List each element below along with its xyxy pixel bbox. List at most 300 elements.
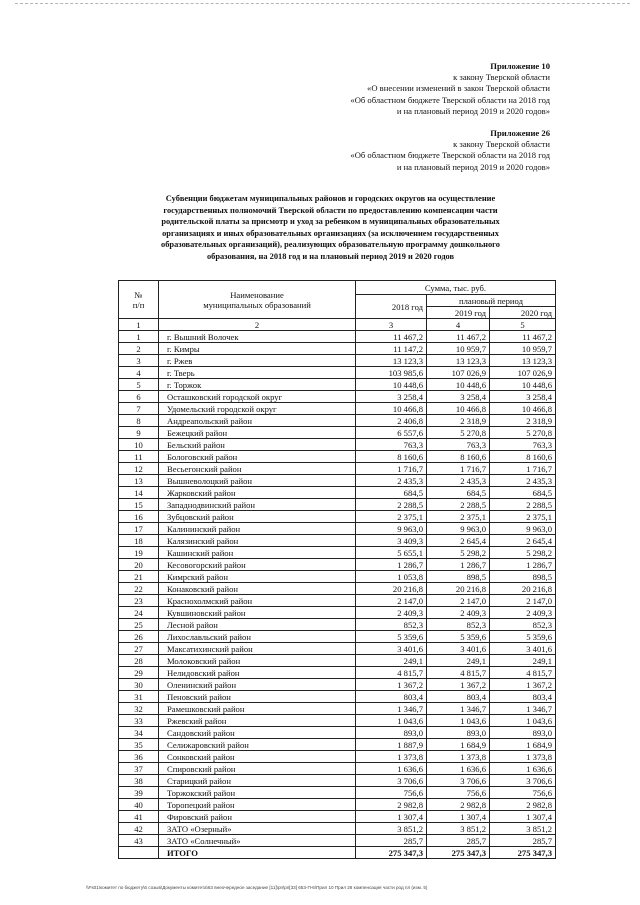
amount-2018: 1 286,7: [356, 559, 427, 571]
appendix-26-line: и на плановый период 2019 и 2020 годов»: [396, 161, 550, 172]
table-row: [119, 343, 556, 355]
amount-2020: 1 684,9: [490, 739, 556, 751]
amount-2018: 20 216,8: [356, 583, 427, 595]
header-number: [119, 281, 159, 319]
row-number: 22: [119, 583, 159, 595]
header-number-line1: №: [134, 289, 143, 300]
amount-2019: 684,5: [427, 487, 490, 499]
row-number: 2: [119, 343, 159, 355]
subsidies-table: [118, 280, 556, 859]
document-title-line: Субвенции бюджетам муниципальных районов и городских округов на осуществление: [165, 194, 496, 203]
amount-2018: 2 982,8: [356, 799, 427, 811]
amount-2020: 1 286,7: [490, 559, 556, 571]
header-name: [159, 281, 356, 319]
amount-2020: 763,3: [490, 439, 556, 451]
row-number: 10: [119, 439, 159, 451]
header-sum: Сумма, тыс. руб.: [356, 281, 556, 295]
appendix-10-title: Приложение 10: [490, 61, 550, 71]
amount-2018: 3 851,2: [356, 823, 427, 835]
amount-2020: 4 815,7: [490, 667, 556, 679]
table-row: [119, 583, 556, 595]
municipality-name: г. Тверь: [159, 367, 356, 379]
municipality-name: Жарковский район: [159, 487, 356, 499]
row-number: 19: [119, 547, 159, 559]
amount-2018: 8 160,6: [356, 451, 427, 463]
amount-2018: 3 401,6: [356, 643, 427, 655]
column-index: 5: [490, 319, 556, 331]
table-row: [119, 487, 556, 499]
municipality-name: Краснохолмский район: [159, 595, 356, 607]
row-number: 20: [119, 559, 159, 571]
table-row: [119, 535, 556, 547]
amount-2020: 1 373,8: [490, 751, 556, 763]
amount-2020: 10 959,7: [490, 343, 556, 355]
document-title-line: организациях и иных образовательных организациях (за исключением государственных: [162, 228, 499, 238]
municipality-name: Ржевский район: [159, 715, 356, 727]
amount-2018: 1 367,2: [356, 679, 427, 691]
amount-2020: 898,5: [490, 571, 556, 583]
table-row: [119, 463, 556, 475]
amount-2020: 2 982,8: [490, 799, 556, 811]
municipality-name: Кимрский район: [159, 571, 356, 583]
amount-2018: 1 043,6: [356, 715, 427, 727]
row-number: 7: [119, 403, 159, 415]
header-name-line1: Наименование: [230, 289, 284, 300]
amount-2019: 13 123,3: [427, 355, 490, 367]
appendix-10-line: к закону Тверской области: [453, 72, 550, 83]
amount-2019: 249,1: [427, 655, 490, 667]
amount-2018: 1 307,4: [356, 811, 427, 823]
municipality-name: Фировский район: [159, 811, 356, 823]
row-number: 37: [119, 763, 159, 775]
amount-2020: 20 216,8: [490, 583, 556, 595]
table-row: [119, 739, 556, 751]
amount-2020: 803,4: [490, 691, 556, 703]
row-number: 1: [119, 331, 159, 343]
row-number: 38: [119, 775, 159, 787]
row-number: 11: [119, 451, 159, 463]
table-row: [119, 823, 556, 835]
municipality-name: Бологовский район: [159, 451, 356, 463]
amount-2019: 2 982,8: [427, 799, 490, 811]
amount-2018: 1 346,7: [356, 703, 427, 715]
table-row: [119, 667, 556, 679]
amount-2019: 5 298,2: [427, 547, 490, 559]
row-number: [119, 847, 159, 859]
amount-2018: 275 347,3: [356, 847, 427, 859]
amount-2018: 1 373,8: [356, 751, 427, 763]
amount-2019: 2 288,5: [427, 499, 490, 511]
amount-2019: 852,3: [427, 619, 490, 631]
row-number: 13: [119, 475, 159, 487]
header-2019: 2019 год: [427, 307, 490, 319]
amount-2019: 1 373,8: [427, 751, 490, 763]
amount-2018: 4 815,7: [356, 667, 427, 679]
amount-2019: 3 258,4: [427, 391, 490, 403]
row-number: 16: [119, 511, 159, 523]
amount-2018: 10 466,8: [356, 403, 427, 415]
amount-2018: 10 448,6: [356, 379, 427, 391]
header-planned-period: плановый период: [427, 295, 556, 307]
row-number: 8: [119, 415, 159, 427]
table-row: [119, 751, 556, 763]
municipality-name: Калязинский район: [159, 535, 356, 547]
amount-2019: 1 346,7: [427, 703, 490, 715]
document-title: [138, 193, 523, 263]
amount-2018: 2 147,0: [356, 595, 427, 607]
table-row: [119, 607, 556, 619]
municipality-name: Нелидовский район: [159, 667, 356, 679]
row-number: 24: [119, 607, 159, 619]
municipality-name: Весьегонский район: [159, 463, 356, 475]
table-row: [119, 499, 556, 511]
amount-2019: 2 435,3: [427, 475, 490, 487]
table-row: [119, 427, 556, 439]
appendix-26-title: Приложение 26: [490, 128, 550, 138]
table-row: [119, 655, 556, 667]
row-number: 9: [119, 427, 159, 439]
amount-2019: 756,6: [427, 787, 490, 799]
amount-2019: 11 467,2: [427, 331, 490, 343]
municipality-name: Лихославльский район: [159, 631, 356, 643]
header-2020: 2020 год: [490, 307, 556, 319]
amount-2019: 10 448,6: [427, 379, 490, 391]
table-body: [119, 319, 556, 859]
document-title-line: образовательных организаций), реализующих образовательную программу дошкольного: [161, 240, 500, 250]
amount-2020: 2 435,3: [490, 475, 556, 487]
table-row: [119, 355, 556, 367]
row-number: 33: [119, 715, 159, 727]
municipality-name: Удомельский городской округ: [159, 403, 356, 415]
amount-2020: 1 346,7: [490, 703, 556, 715]
table-row: [119, 511, 556, 523]
amount-2020: 3 706,6: [490, 775, 556, 787]
amount-2018: 893,0: [356, 727, 427, 739]
amount-2018: 763,3: [356, 439, 427, 451]
amount-2018: 249,1: [356, 655, 427, 667]
amount-2019: 2 375,1: [427, 511, 490, 523]
amount-2020: 2 147,0: [490, 595, 556, 607]
municipality-name: Бельский район: [159, 439, 356, 451]
amount-2019: 1 684,9: [427, 739, 490, 751]
row-number: 41: [119, 811, 159, 823]
header-name-line2: муниципальных образований: [203, 299, 311, 310]
municipality-name: Кувшиновский район: [159, 607, 356, 619]
table-row: [119, 799, 556, 811]
table-row: [119, 415, 556, 427]
amount-2018: 1 636,6: [356, 763, 427, 775]
municipality-name: г. Кимры: [159, 343, 356, 355]
table-row: [119, 763, 556, 775]
amount-2019: 3 851,2: [427, 823, 490, 835]
amount-2019: 3 706,6: [427, 775, 490, 787]
amount-2020: 107 026,9: [490, 367, 556, 379]
amount-2020: 275 347,3: [490, 847, 556, 859]
municipality-name: Лесной район: [159, 619, 356, 631]
amount-2019: 2 147,0: [427, 595, 490, 607]
table-row: [119, 367, 556, 379]
table-row: [119, 571, 556, 583]
amount-2019: 1 307,4: [427, 811, 490, 823]
amount-2018: 2 409,3: [356, 607, 427, 619]
amount-2018: 9 963,0: [356, 523, 427, 535]
municipality-name: Зубцовский район: [159, 511, 356, 523]
amount-2020: 5 359,6: [490, 631, 556, 643]
amount-2019: 107 026,9: [427, 367, 490, 379]
row-number: 4: [119, 367, 159, 379]
municipality-name: Калининский район: [159, 523, 356, 535]
amount-2018: 285,7: [356, 835, 427, 847]
appendix-10-line: «Об областном бюджете Тверской области на 2018 год: [350, 94, 550, 105]
table-row: [119, 439, 556, 451]
municipality-name: Конаковский район: [159, 583, 356, 595]
amount-2020: 2 645,4: [490, 535, 556, 547]
amount-2020: 11 467,2: [490, 331, 556, 343]
row-number: 23: [119, 595, 159, 607]
amount-2020: 756,6: [490, 787, 556, 799]
header-number-line2: п/п: [132, 299, 145, 310]
amount-2020: 249,1: [490, 655, 556, 667]
table-row: [119, 331, 556, 343]
amount-2020: 2 318,9: [490, 415, 556, 427]
row-number: 34: [119, 727, 159, 739]
amount-2018: 2 406,8: [356, 415, 427, 427]
amount-2020: 3 401,6: [490, 643, 556, 655]
amount-2019: 763,3: [427, 439, 490, 451]
amount-2019: 10 466,8: [427, 403, 490, 415]
municipality-name: Западнодвинский район: [159, 499, 356, 511]
amount-2020: 1 716,7: [490, 463, 556, 475]
amount-2018: 6 557,6: [356, 427, 427, 439]
table-row: [119, 475, 556, 487]
amount-2019: 285,7: [427, 835, 490, 847]
amount-2020: 893,0: [490, 727, 556, 739]
table-row: [119, 691, 556, 703]
amount-2019: 2 409,3: [427, 607, 490, 619]
file-path-footer: \\Fs01\комитет по бюджету\6 созыв\Документы комитета\63 внеочередное заседание [11]\рп\рп[33] 653-П-6\Прил 10 Прил 26 компенсация части род пл (изм. 5): [86, 885, 428, 890]
row-number: 15: [119, 499, 159, 511]
amount-2019: 1 636,6: [427, 763, 490, 775]
row-number: 31: [119, 691, 159, 703]
amount-2020: 10 448,6: [490, 379, 556, 391]
amount-2019: 893,0: [427, 727, 490, 739]
table-row: [119, 391, 556, 403]
table-row: [119, 643, 556, 655]
amount-2018: 852,3: [356, 619, 427, 631]
amount-2020: 1 367,2: [490, 679, 556, 691]
appendix-26-line: к закону Тверской области: [453, 139, 550, 150]
amount-2018: 11 147,2: [356, 343, 427, 355]
table-row: [119, 679, 556, 691]
amount-2020: 1 307,4: [490, 811, 556, 823]
amount-2019: 5 359,6: [427, 631, 490, 643]
table-row: [119, 403, 556, 415]
table-row: [119, 835, 556, 847]
amount-2020: 2 288,5: [490, 499, 556, 511]
amount-2019: 1 286,7: [427, 559, 490, 571]
row-number: 30: [119, 679, 159, 691]
municipality-name: Бежецкий район: [159, 427, 356, 439]
amount-2018: 684,5: [356, 487, 427, 499]
scan-edge-line: [15, 3, 630, 4]
amount-2020: 684,5: [490, 487, 556, 499]
amount-2018: 2 375,1: [356, 511, 427, 523]
amount-2020: 5 298,2: [490, 547, 556, 559]
table-row: [119, 619, 556, 631]
municipality-name: Селижаровский район: [159, 739, 356, 751]
amount-2018: 1 887,9: [356, 739, 427, 751]
table-row: [119, 631, 556, 643]
municipality-name: Рамешковский район: [159, 703, 356, 715]
amount-2019: 8 160,6: [427, 451, 490, 463]
municipality-name: Старицкий район: [159, 775, 356, 787]
appendix-26-header: [350, 128, 550, 173]
table-row: [119, 547, 556, 559]
amount-2020: 9 963,0: [490, 523, 556, 535]
amount-2020: 2 409,3: [490, 607, 556, 619]
amount-2018: 5 655,1: [356, 547, 427, 559]
row-number: 18: [119, 535, 159, 547]
amount-2019: 10 959,7: [427, 343, 490, 355]
amount-2020: 3 851,2: [490, 823, 556, 835]
amount-2020: 8 160,6: [490, 451, 556, 463]
table-row: [119, 559, 556, 571]
document-title-line: образования, на 2018 год и на плановый период 2019 и 2020 годов: [206, 251, 455, 261]
row-number: 26: [119, 631, 159, 643]
row-number: 12: [119, 463, 159, 475]
municipality-name: Сандовский район: [159, 727, 356, 739]
amount-2020: 3 258,4: [490, 391, 556, 403]
amount-2018: 1 716,7: [356, 463, 427, 475]
column-index: 4: [427, 319, 490, 331]
amount-2020: 2 375,1: [490, 511, 556, 523]
amount-2019: 3 401,6: [427, 643, 490, 655]
municipality-name: Торжокский район: [159, 787, 356, 799]
amount-2018: 3 706,6: [356, 775, 427, 787]
amount-2018: 2 435,3: [356, 475, 427, 487]
appendix-10-line: и на плановый период 2019 и 2020 годов»: [396, 105, 550, 116]
table-row: [119, 787, 556, 799]
municipality-name: ЗАТО «Озерный»: [159, 823, 356, 835]
municipality-name: Кашинский район: [159, 547, 356, 559]
appendix-10-header: [350, 61, 550, 117]
row-number: 39: [119, 787, 159, 799]
amount-2018: 103 985,6: [356, 367, 427, 379]
table-row: [119, 715, 556, 727]
row-number: 5: [119, 379, 159, 391]
municipality-name: г. Вышний Волочек: [159, 331, 356, 343]
amount-2019: 1 716,7: [427, 463, 490, 475]
municipality-name: Вышневолоцкий район: [159, 475, 356, 487]
amount-2020: 13 123,3: [490, 355, 556, 367]
amount-2020: 5 270,8: [490, 427, 556, 439]
amount-2019: 2 645,4: [427, 535, 490, 547]
municipality-name: г. Торжок: [159, 379, 356, 391]
table-row: [119, 379, 556, 391]
row-number: 40: [119, 799, 159, 811]
row-number: 29: [119, 667, 159, 679]
column-index-row: [119, 319, 556, 331]
amount-2019: 4 815,7: [427, 667, 490, 679]
column-index: 3: [356, 319, 427, 331]
document-title-line: родительской платы за присмотр и уход за ребенком в муниципальных образовательных: [161, 217, 500, 227]
municipality-name: г. Ржев: [159, 355, 356, 367]
amount-2018: 803,4: [356, 691, 427, 703]
municipality-name: ИТОГО: [159, 847, 356, 859]
row-number: 25: [119, 619, 159, 631]
amount-2020: 1 636,6: [490, 763, 556, 775]
amount-2019: 5 270,8: [427, 427, 490, 439]
municipality-name: Осташковский городской округ: [159, 391, 356, 403]
row-number: 14: [119, 487, 159, 499]
amount-2020: 852,3: [490, 619, 556, 631]
row-number: 6: [119, 391, 159, 403]
table-row: [119, 775, 556, 787]
amount-2018: 11 467,2: [356, 331, 427, 343]
amount-2019: 1 367,2: [427, 679, 490, 691]
column-index: 1: [119, 319, 159, 331]
row-number: 43: [119, 835, 159, 847]
municipality-name: Пеновский район: [159, 691, 356, 703]
amount-2019: 275 347,3: [427, 847, 490, 859]
table-row: [119, 727, 556, 739]
column-index: 2: [159, 319, 356, 331]
row-number: 27: [119, 643, 159, 655]
row-number: 42: [119, 823, 159, 835]
municipality-name: Сонковский район: [159, 751, 356, 763]
amount-2018: 2 288,5: [356, 499, 427, 511]
amount-2018: 13 123,3: [356, 355, 427, 367]
row-number: 28: [119, 655, 159, 667]
amount-2018: 756,6: [356, 787, 427, 799]
municipality-name: Андреапольский район: [159, 415, 356, 427]
municipality-name: ЗАТО «Солнечный»: [159, 835, 356, 847]
amount-2018: 5 359,6: [356, 631, 427, 643]
amount-2019: 898,5: [427, 571, 490, 583]
amount-2019: 1 043,6: [427, 715, 490, 727]
amount-2020: 285,7: [490, 835, 556, 847]
municipality-name: Максатихинский район: [159, 643, 356, 655]
municipality-name: Молоковский район: [159, 655, 356, 667]
row-number: 3: [119, 355, 159, 367]
amount-2019: 20 216,8: [427, 583, 490, 595]
amount-2018: 3 409,3: [356, 535, 427, 547]
municipality-name: Кесовогорский район: [159, 559, 356, 571]
header-2018: 2018 год: [356, 295, 427, 319]
appendix-26-line: «Об областном бюджете Тверской области на 2018 год: [350, 150, 550, 161]
row-number: 17: [119, 523, 159, 535]
table-row: [119, 523, 556, 535]
table-row: [119, 703, 556, 715]
amount-2019: 803,4: [427, 691, 490, 703]
amount-2018: 3 258,4: [356, 391, 427, 403]
amount-2020: 1 043,6: [490, 715, 556, 727]
document-title-line: государственных полномочий Тверской области по предоставлению компенсации части: [163, 205, 498, 215]
amount-2020: 10 466,8: [490, 403, 556, 415]
row-number: 35: [119, 739, 159, 751]
table-row: [119, 451, 556, 463]
amount-2018: 1 053,8: [356, 571, 427, 583]
amount-2019: 2 318,9: [427, 415, 490, 427]
municipality-name: Оленинский район: [159, 679, 356, 691]
total-row: [119, 847, 556, 859]
appendix-10-line: «О внесении изменений в закон Тверской области: [367, 83, 550, 94]
row-number: 36: [119, 751, 159, 763]
municipality-name: Спировский район: [159, 763, 356, 775]
municipality-name: Торопецкий район: [159, 799, 356, 811]
table-row: [119, 811, 556, 823]
row-number: 32: [119, 703, 159, 715]
